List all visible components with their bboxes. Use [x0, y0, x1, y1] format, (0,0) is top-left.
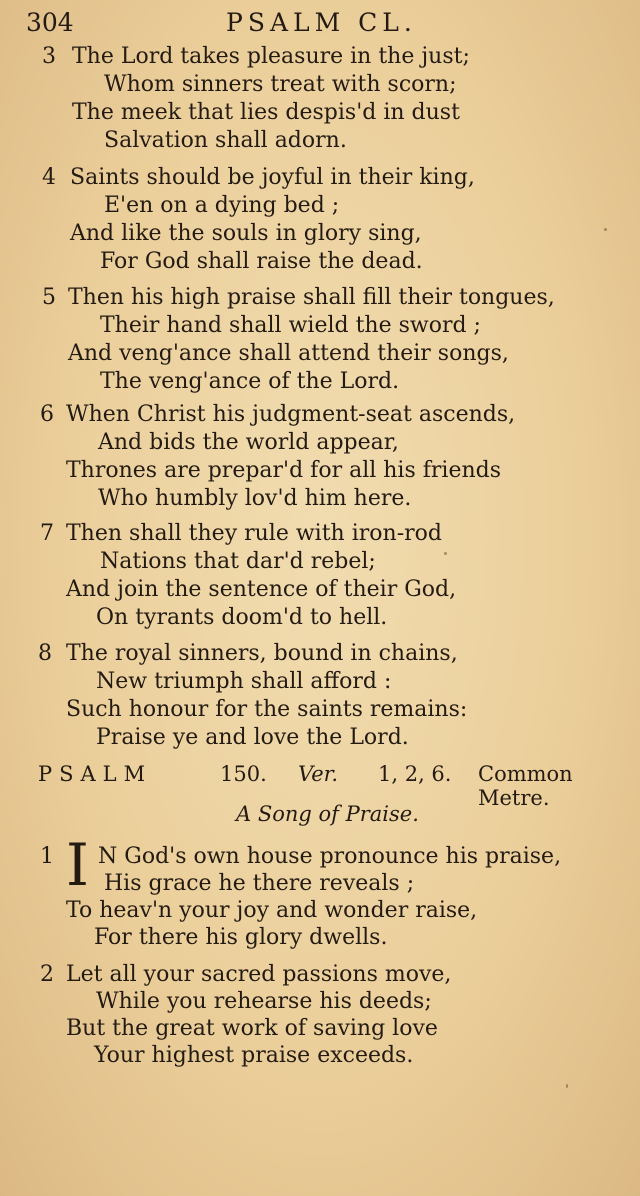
- drop-cap: I: [66, 831, 89, 899]
- verse-line: To heav'n your joy and wonder raise,: [66, 898, 478, 923]
- verse-line: N God's own house pronounce his praise,: [98, 844, 562, 869]
- verse-line: But the great work of saving love: [66, 1016, 438, 1041]
- stanza-number: 2: [40, 962, 54, 987]
- verse-line: Who humbly lov'd him here.: [98, 486, 412, 511]
- page-header: [26, 4, 626, 40]
- verse-line: The Lord takes pleasure in the just;: [72, 44, 470, 69]
- verse-line: Your highest praise exceeds.: [94, 1043, 414, 1068]
- stanza-number: 8: [38, 641, 52, 666]
- verse-line: The meek that lies despis'd in dust: [72, 100, 460, 125]
- verse-line: Then shall they rule with iron-rod: [66, 521, 442, 546]
- stanza-number: 1: [40, 844, 54, 869]
- paper-speck: [444, 552, 447, 555]
- verse-line: Praise ye and love the Lord.: [96, 725, 409, 750]
- verse-line: And bids the world appear,: [98, 430, 399, 455]
- psalm-subtitle: A Song of Praise.: [236, 802, 419, 826]
- stanza-number: 6: [40, 402, 54, 427]
- psalm-heading: [38, 762, 638, 810]
- page-number: 304: [26, 8, 74, 37]
- verse-line: Whom sinners treat with scorn;: [104, 72, 457, 97]
- paper-speck: [604, 228, 607, 231]
- paper-speck: [566, 1084, 568, 1088]
- running-title: PSALM CL.: [226, 8, 417, 37]
- metre-label: Common Metre.: [478, 762, 573, 810]
- stanza-number: 3: [42, 44, 56, 69]
- verse-line: His grace he there reveals ;: [104, 871, 415, 896]
- verse-numbers: 1, 2, 6.: [378, 762, 452, 786]
- verse-line: Saints should be joyful in their king,: [70, 165, 475, 190]
- stanza-number: 5: [42, 285, 56, 310]
- verse-line: E'en on a dying bed ;: [104, 193, 340, 218]
- verse-line: When Christ his judgment-seat ascends,: [66, 402, 516, 427]
- psalm-number: 150.: [220, 762, 267, 786]
- verse-line: Thrones are prepar'd for all his friends: [66, 458, 502, 483]
- verse-line: For God shall raise the dead.: [100, 249, 423, 274]
- verse-line: Such honour for the saints remains:: [66, 697, 468, 722]
- verse-line: The veng'ance of the Lord.: [100, 369, 400, 394]
- stanza-number: 4: [42, 165, 56, 190]
- verse-line: While you rehearse his deeds;: [96, 989, 432, 1014]
- psalm-label: PSALM: [38, 762, 153, 786]
- verse-line: The royal sinners, bound in chains,: [66, 641, 458, 666]
- verses-label: Ver.: [298, 762, 339, 786]
- verse-line: For there his glory dwells.: [94, 925, 388, 950]
- verse-line: Then his high praise shall fill their tongues,: [68, 285, 555, 310]
- verse-line: Let all your sacred passions move,: [66, 962, 452, 987]
- verse-line: And veng'ance shall attend their songs,: [68, 341, 509, 366]
- verse-line: And join the sentence of their God,: [66, 577, 457, 602]
- verse-line: New triumph shall afford :: [96, 669, 392, 694]
- verse-line: On tyrants doom'd to hell.: [96, 605, 388, 630]
- stanza-number: 7: [40, 521, 54, 546]
- verse-line: Salvation shall adorn.: [104, 128, 347, 153]
- verse-line: Their hand shall wield the sword ;: [100, 313, 481, 338]
- verse-line: And like the souls in glory sing,: [70, 221, 422, 246]
- verse-line: Nations that dar'd rebel;: [100, 549, 376, 574]
